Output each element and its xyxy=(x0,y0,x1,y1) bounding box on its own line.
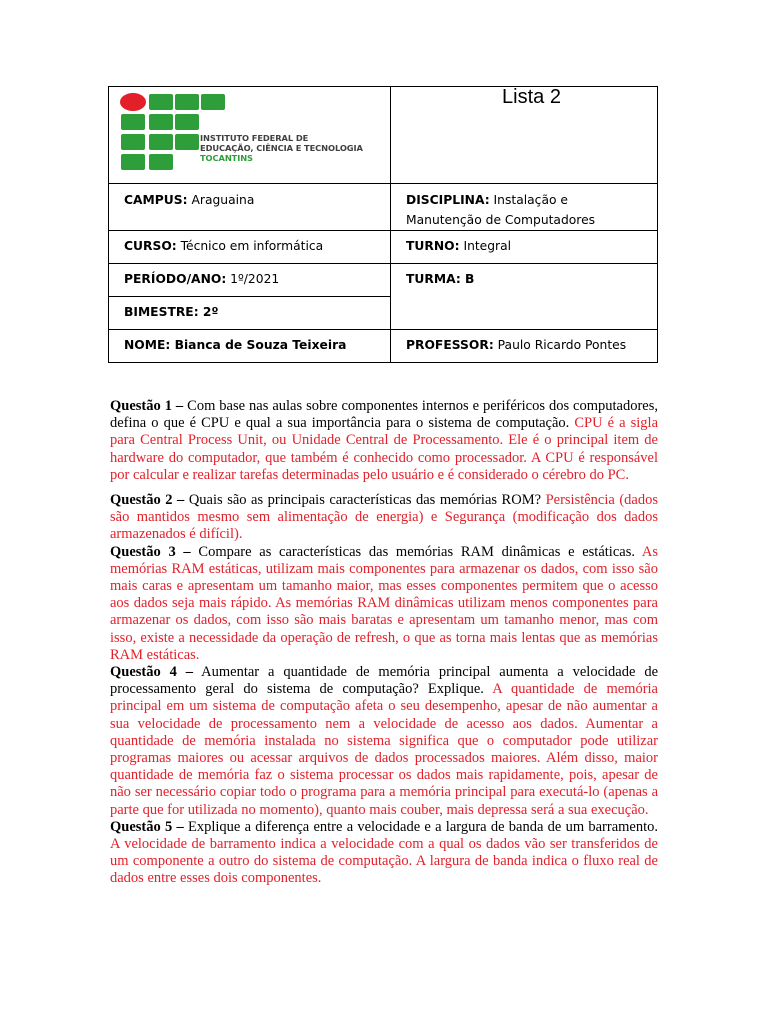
question-2 xyxy=(110,492,658,544)
logo-square xyxy=(121,114,145,130)
logo-square xyxy=(121,134,145,150)
nome-label: NOME: Bianca de Souza Teixeira xyxy=(124,338,347,352)
disciplina-value: Instalação e xyxy=(493,193,568,207)
answer-text: Persistência (dados são mantidos mesmo sem alimentação de energia) e Segurança (modificação dos dados armazenados é difícil). xyxy=(110,492,659,543)
professor-cell xyxy=(391,330,658,363)
nome-cell xyxy=(109,330,391,363)
question-text: Quais são as principais características das memórias ROM? xyxy=(184,492,546,509)
logo-text xyxy=(200,133,363,163)
periodo-label: PERÍODO/ANO: xyxy=(124,272,227,286)
turno-label: TURNO: xyxy=(406,239,460,253)
logo-square xyxy=(201,94,225,110)
bimestre-label: BIMESTRE: 2º xyxy=(124,305,219,319)
question-label: Questão 3 – xyxy=(110,543,191,560)
logo-red-circle xyxy=(120,93,146,111)
logo-square xyxy=(175,114,199,130)
bimestre-cell xyxy=(109,297,391,330)
answer-text: A quantidade de memória principal em um sistema de computação afeta o seu desempenho, apesar de não aumentar a sua velocidade de processamento nem a velocidade de acesso aos dados. Aumentar a quantidade de memória instalada no sistema significa que o computador pode utilizar programas maiores ou acessar arquivos de dados processados maiores. Além disso, maior quantidade de memória faz o sistema processar os dados mais rapidamente, pois, apesar de não ser necessário copiar todo o programa para a memória principal para executá-lo (apenas a parte que for utilizada no momento), quanto mais couber, mais depressa será a sua execução. xyxy=(110,681,658,818)
turno-cell xyxy=(391,231,658,264)
question-text: Aumentar a quantidade de memória principal aumenta a velocidade de processamento geral do sistema de computação? Explique. xyxy=(110,664,659,698)
turma-cell-continued xyxy=(391,297,658,330)
document-title: Lista 2 xyxy=(391,87,658,184)
question-1 xyxy=(110,398,658,484)
question-text: Com base nas aulas sobre componentes internos e periféricos dos computadores, defina o que é CPU e qual a sua importância para o sistema de computação. xyxy=(110,398,659,432)
logo-square xyxy=(121,154,145,170)
disciplina-value-line2: Manutenção de Computadores xyxy=(406,213,596,227)
logo-square xyxy=(149,134,173,150)
answer-text: A velocidade de barramento indica a velocidade com a qual os dados vão ser transferidos de um componente a outro do sistema de computação. A largura de banda indica o fluxo real de dados entre esses dois componentes. xyxy=(110,836,658,887)
disciplina-label: DISCIPLINA: xyxy=(406,193,490,207)
logo-square xyxy=(149,94,173,110)
campus-label: CAMPUS: xyxy=(124,193,188,207)
logo-line-2: EDUCAÇÃO, CIÊNCIA E TECNOLOGIA xyxy=(200,143,363,153)
question-label: Questão 2 – xyxy=(110,492,185,509)
periodo-cell xyxy=(109,264,391,297)
answer-text: CPU é a sigla para Central Process Unit, ou Unidade Central de Processamento. Ele é o principal item de hardware do computador, que também é conhecido como processador. A CPU é responsável por calcular e realizar tarefas determinadas pelo usuário e é considerado o cérebro do PC. xyxy=(110,415,659,483)
question-label: Questão 1 – xyxy=(110,398,184,414)
ifto-logo xyxy=(109,87,389,183)
campus-value: Araguaina xyxy=(191,193,255,207)
professor-value: Paulo Ricardo Pontes xyxy=(497,338,627,352)
questions-section xyxy=(110,398,658,888)
question-text: Explique a diferença entre a velocidade e a largura de banda de um barramento. xyxy=(183,818,659,835)
logo-square xyxy=(149,154,173,170)
logo-square xyxy=(175,94,199,110)
question-text: Compare as características das memórias RAM dinâmicas e estáticas. xyxy=(190,543,642,560)
logo-line-1: INSTITUTO FEDERAL DE xyxy=(200,133,309,143)
turma-label: TURMA: B xyxy=(406,272,475,286)
logo-square xyxy=(175,134,199,150)
logo-cell xyxy=(109,87,391,184)
curso-label: CURSO: xyxy=(124,239,177,253)
turno-value: Integral xyxy=(463,239,512,253)
answer-text: As memórias RAM estáticas, utilizam mais componentes para armazenar os dados, com isso são mais caras e apresentam um tamanho maior, mas esses componentes permitem que o acesso aos dados seja mais rápido. As memórias RAM dinâmicas utilizam menos componentes para armazenar os dados, com isso são mais baratas e apresentam um tamanho menor, mas com isso, existe a necessidade da operação de refresh, o que as torna mais lentas que as memórias RAM estáticas. xyxy=(110,543,659,663)
curso-cell xyxy=(109,231,391,264)
question-5 xyxy=(110,819,658,888)
header-table xyxy=(108,86,658,363)
logo-line-3: TOCANTINS xyxy=(200,153,253,163)
question-4 xyxy=(110,664,658,819)
question-label: Questão 4 – xyxy=(110,664,194,681)
logo-square xyxy=(149,114,173,130)
question-label: Questão 5 – xyxy=(110,818,184,835)
professor-label: PROFESSOR: xyxy=(406,338,494,352)
periodo-value: 1º/2021 xyxy=(230,272,280,286)
turma-cell xyxy=(391,264,658,297)
campus-cell xyxy=(109,184,391,231)
curso-value: Técnico em informática xyxy=(180,239,324,253)
disciplina-cell xyxy=(391,184,658,231)
question-3 xyxy=(110,544,658,664)
